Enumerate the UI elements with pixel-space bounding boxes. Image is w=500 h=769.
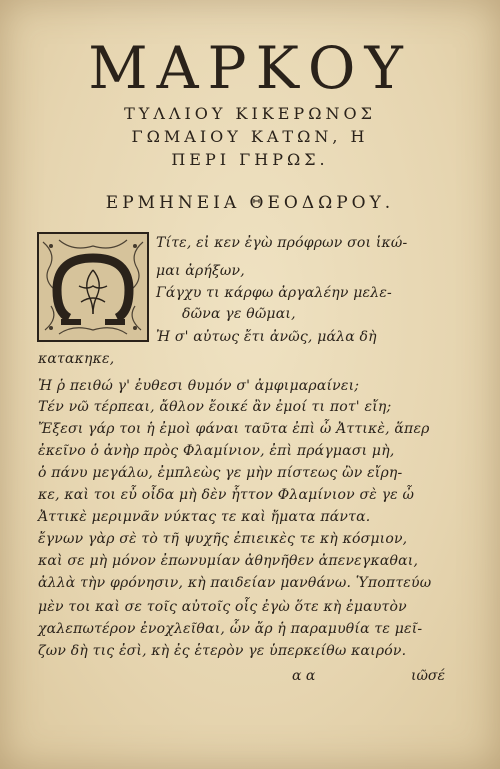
text-line-18: χαλεπωτέρον ἐνοχλεῖθαι, ὧν ἄρ ἡ παραμυθία τε μεῖ-: [38, 621, 423, 637]
text-line-19: ζων δὴ τις ἐσὶ, κὴ ἐς ἑτερὸν γε ὑπερκείθω καιρόν.: [38, 643, 407, 659]
text-line-13: Ἀττικὲ μεριμνᾶν νύκτας τε καὶ ἤματα πάντα.: [38, 509, 371, 525]
decorated-initial-omega-icon: [37, 232, 149, 342]
text-line-3: Γάγχυ τι κάρφω ἀργαλέην μελε-: [156, 285, 392, 301]
text-line-5: Ἠ σ' αὐτως ἔτι ἀνῶς, μάλα δὴ: [156, 329, 377, 345]
text-line-4: δῶνα γε θῶμαι,: [182, 306, 296, 322]
page-title: ΜΑΡΚΟΥ: [88, 34, 412, 102]
translator-heading: ΕΡΜΗΝΕΙΑ ΘΕΟΔΩΡΟΥ.: [105, 193, 395, 213]
text-line-8: Τέν νῶ τέρπεαι, ἄθλον ἔοικέ ἂν ἐμοί τι ποτ' εἴη;: [38, 399, 392, 415]
subtitle-line-1: ΤΥΛΛΙΟΥ ΚΙΚΕΡΩΝΟΣ: [124, 104, 376, 123]
text-line-10: ἐκεῖνο ὁ ἀνὴρ πρὸς Φλαμίνιον, ἐπὶ πράγμασι μὴ,: [38, 443, 395, 459]
text-line-6: κατακηκε,: [38, 351, 115, 367]
text-line-9: Ἔξεσι γάρ τοι ἡ ἐμοὶ φάναι ταῦτα ἐπὶ ὦ Ἀττικὲ, ἅπερ: [38, 421, 430, 437]
subtitle-line-2: ΓΩΜΑΙΟΥ ΚΑΤΩΝ, Η: [131, 127, 369, 146]
text-line-15: καὶ σε μὴ μόνον ἐπωνυμίαν ἀθηνῆθεν ἀπενεγκαθαι,: [38, 553, 419, 569]
text-line-17: μὲν τοι καὶ σε τοῖς αὐτοῖς οἷς ἐγὼ ὅτε κὴ ἐμαυτὸν: [38, 599, 407, 615]
text-line-7: Ἠ ῥ πειθώ γ' ἐυθεσι θυμόν σ' ἀμφιμαραίνει;: [38, 378, 360, 394]
text-line-16: ἀλλὰ τὴν φρόνησιν, κὴ παιδείαν μανθάνω. Ὑποπτεύω: [38, 575, 432, 591]
text-line-11: ὁ πάνυ μεγάλω, ἐμπλεὼς γε μὴν πίστεως ὢν εἴρη-: [38, 465, 403, 481]
signature-mark: α α: [292, 668, 316, 684]
subtitle-line-3: ΠΕΡΙ ΓΗΡΩΣ.: [171, 150, 329, 169]
text-line-1: Τίτε, εἰ κεν ἐγὼ πρόφρων σοι ἱκώ-: [156, 235, 408, 251]
catchword: ιῶσέ: [411, 668, 445, 684]
text-line-12: κε, καὶ τοι εὖ οἶδα μὴ δὲν ἧττον Φλαμίνιον σὲ γε ὦ: [38, 487, 415, 503]
text-line-2: μαι ἀρήξων,: [156, 263, 245, 279]
text-line-14: ἔγνων γὰρ σὲ τὸ τῆ ψυχῆς ἐπιεικὲς τε κὴ κόσμιον,: [38, 531, 408, 547]
